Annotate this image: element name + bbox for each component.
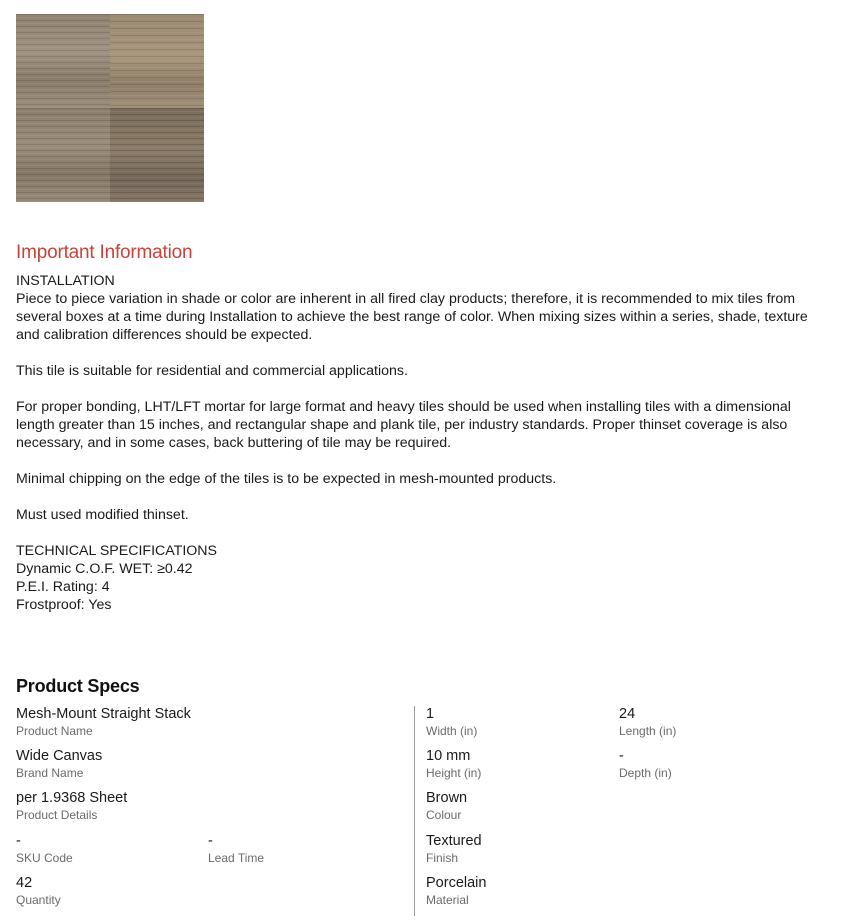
spec-label: Width (in) bbox=[426, 724, 478, 738]
spec-product-details bbox=[16, 790, 127, 823]
chipping-paragraph: Minimal chipping on the edge of the tiles is to be expected in mesh-mounted products. bbox=[16, 471, 557, 487]
spec-depth bbox=[619, 748, 672, 781]
tile-quadrant bbox=[16, 108, 110, 202]
spec-label: Colour bbox=[426, 808, 462, 822]
spec-value: - bbox=[208, 833, 213, 849]
spec-label: Finish bbox=[426, 851, 459, 865]
spec-lead-time bbox=[208, 833, 264, 866]
installation-heading: INSTALLATION bbox=[16, 273, 115, 289]
spec-label: Lead Time bbox=[208, 851, 265, 865]
spec-material bbox=[426, 875, 486, 908]
spec-value: 1 bbox=[426, 706, 435, 722]
spec-label: Depth (in) bbox=[619, 766, 672, 780]
spec-value: Textured bbox=[426, 833, 482, 849]
important-information-heading: Important Information bbox=[16, 242, 193, 263]
important-information-body bbox=[16, 272, 831, 614]
spec-finish bbox=[426, 833, 482, 866]
tech-spec-pei: P.E.I. Rating: 4 bbox=[16, 579, 110, 595]
tile-quadrant bbox=[16, 14, 110, 108]
spec-quantity bbox=[16, 875, 61, 908]
product-tile-image bbox=[16, 14, 204, 202]
spec-brand-name bbox=[16, 748, 102, 781]
tile-quadrant bbox=[110, 108, 204, 202]
usage-paragraph: This tile is suitable for residential and commercial applications. bbox=[16, 363, 408, 379]
column-divider bbox=[414, 706, 415, 916]
spec-height bbox=[426, 748, 481, 781]
spec-label: Height (in) bbox=[426, 766, 482, 780]
tech-spec-cof: Dynamic C.O.F. WET: ≥0.42 bbox=[16, 561, 193, 577]
spec-value: - bbox=[16, 833, 21, 849]
spec-label: Material bbox=[426, 893, 469, 907]
spec-label: Product Name bbox=[16, 724, 93, 738]
spec-value: 10 mm bbox=[426, 748, 471, 764]
spec-sku-code bbox=[16, 833, 73, 866]
spec-value: 42 bbox=[16, 875, 33, 891]
spec-length bbox=[619, 706, 676, 739]
spec-width bbox=[426, 706, 477, 739]
spec-value: Wide Canvas bbox=[16, 748, 103, 764]
spec-value: Mesh-Mount Straight Stack bbox=[16, 706, 191, 722]
installation-paragraph: Piece to piece variation in shade or color are inherent in all fired clay products; therefore, it is recommended to mix tiles from several boxes at a time during Installation to achieve the best range of color. When mixing sizes within a series, shade, texture and calibration differences should be expected. bbox=[16, 291, 808, 343]
tile-quadrant bbox=[110, 14, 204, 108]
spec-value: per 1.9368 Sheet bbox=[16, 790, 128, 806]
spec-value: - bbox=[619, 748, 624, 764]
spec-label: Quantity bbox=[16, 893, 61, 907]
spec-colour bbox=[426, 790, 467, 823]
technical-specifications-heading: TECHNICAL SPECIFICATIONS bbox=[16, 543, 218, 559]
bonding-paragraph: For proper bonding, LHT/LFT mortar for large format and heavy tiles should be used when installing tiles with a dimensional length greater than 15 inches, and rectangular shape and plank tile, per industry standards. Proper thinset coverage is also necessary, and in some cases, back buttering of tile may be required. bbox=[16, 399, 791, 451]
spec-label: Product Details bbox=[16, 808, 98, 822]
spec-label: SKU Code bbox=[16, 851, 73, 865]
product-specs-heading: Product Specs bbox=[16, 676, 140, 696]
spec-value: Brown bbox=[426, 790, 468, 806]
spec-label: Brand Name bbox=[16, 766, 84, 780]
thinset-paragraph: Must used modified thinset. bbox=[16, 507, 189, 523]
spec-product-name bbox=[16, 706, 191, 739]
spec-value: Porcelain bbox=[426, 875, 487, 891]
spec-label: Length (in) bbox=[619, 724, 677, 738]
spec-value: 24 bbox=[619, 706, 636, 722]
tech-spec-frostproof: Frostproof: Yes bbox=[16, 597, 112, 613]
